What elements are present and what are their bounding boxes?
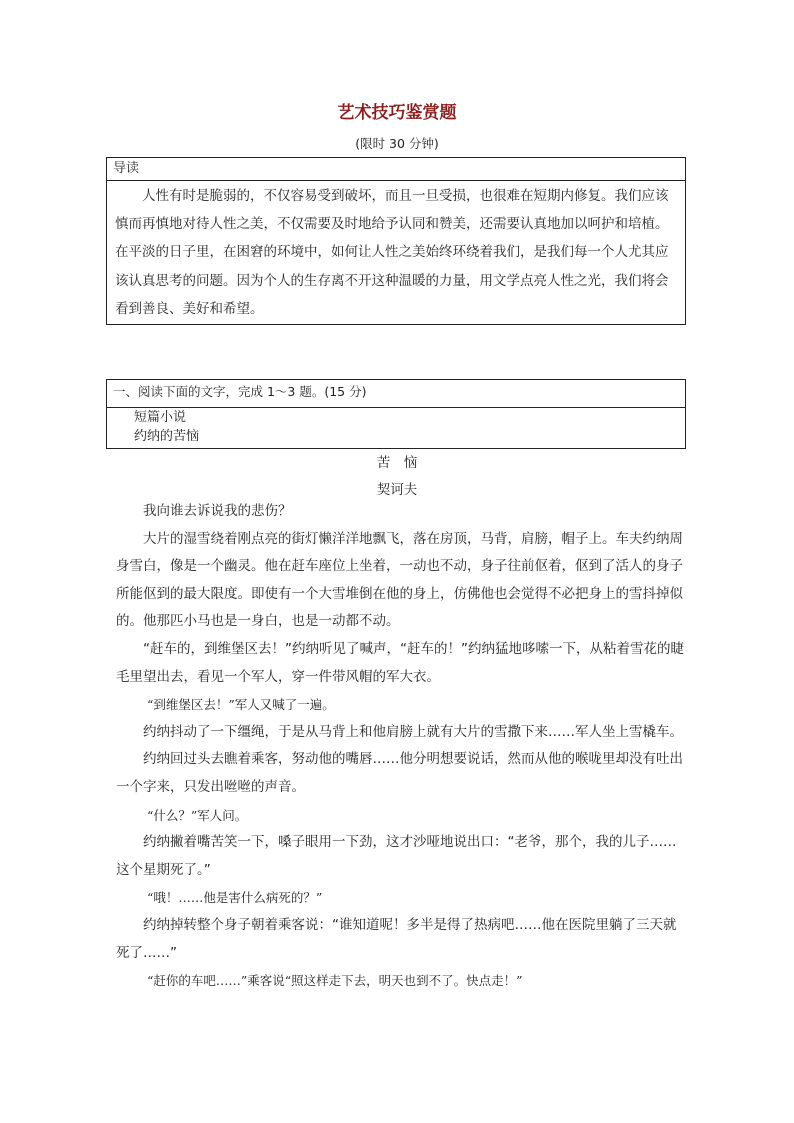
story-author: 契诃夫	[376, 482, 418, 498]
time-limit: (限时 30 分钟)	[355, 136, 439, 151]
story-paragraph: 约纳撇着嘴苦笑一下，嗓子眼用一下劲，这才沙哑地说出口：“老爷，那个，我的儿子……这个星期死了。”	[116, 834, 677, 878]
story-paragraph: 约纳回过头去瞧着乘客，努动他的嘴唇……他分明想要说话，然而从他的喉咙里却没有吐出一个字来，只发出咝咝的声音。	[116, 751, 683, 795]
story-paragraph: 约纳抖动了一下缰绳，于是从马背上和他肩膀上就有大片的雪撒下来……军人坐上雪橇车。	[143, 723, 683, 740]
story-paragraph: 大片的湿雪绕着刚点亮的街灯懒洋洋地飘飞，落在房顶，马背，肩膀，帽子上。车夫约纳周身雪白，像是一个幽灵。他在赶车座位上坐着，一动也不动，身子往前伛着，伛到了活人的身子所能伛到的最大限度。即使有一个大雪堆倒在他的身上，仿佛他也会觉得不必把身上的雪抖掉似的。他那匹小马也是一身白，也是一动都不动。	[116, 530, 683, 630]
story-paragraph: “什么？”军人问。	[147, 807, 248, 823]
story-body	[116, 498, 686, 995]
story-paragraph: “到维堡区去！”军人又喊了一遍。	[147, 697, 335, 713]
story-title: 苦 恼	[376, 455, 418, 471]
guide-heading: 导读	[107, 158, 685, 181]
question-theme: 约纳的苦恼	[134, 429, 200, 444]
question-box	[106, 379, 686, 449]
story-paragraph: 我向谁去诉说我的悲伤？	[143, 503, 292, 519]
guide-text: 人性有时是脆弱的，不仅容易受到破坏，而且一旦受损，也很难在短期内修复。我们应该慎而再慎地对待人性之美，不仅需要及时地给予认同和赞美，还需要认真地加以呵护和培植。在平淡的日子里，在困窘的环境中，如何让人性之美始终环绕着我们，是我们每一个人尤其应该认真思考的问题。因为个人的生存离不开这种温暖的力量，用文学点亮人性之光，我们将会看到善良、美好和希望。	[115, 188, 669, 317]
story-paragraph: “哦！……他是害什么病死的？”	[147, 890, 323, 906]
guide-box	[106, 157, 686, 325]
page-title: 艺术技巧鉴赏题	[337, 103, 457, 123]
story-paragraph: 约纳掉转整个身子朝着乘客说：“谁知道呢！多半是得了热病吧……他在医院里躺了三天就死了……”	[116, 916, 677, 961]
question-prompt: 一、阅读下面的文字，完成 1～3 题。(15 分)	[107, 380, 685, 408]
story-paragraph: “赶车的，到维堡区去！”约纳听见了喊声，“赶车的！”约纳猛地哆嗦一下，从粘着雪花的睫毛里望出去，看见一个军人，穿一件带风帽的军大衣。	[116, 640, 684, 685]
story-paragraph: “赶你的车吧……”乘客说“照这样走下去，明天也到不了。快点走！”	[147, 973, 523, 989]
question-genre: 短篇小说	[134, 410, 187, 425]
